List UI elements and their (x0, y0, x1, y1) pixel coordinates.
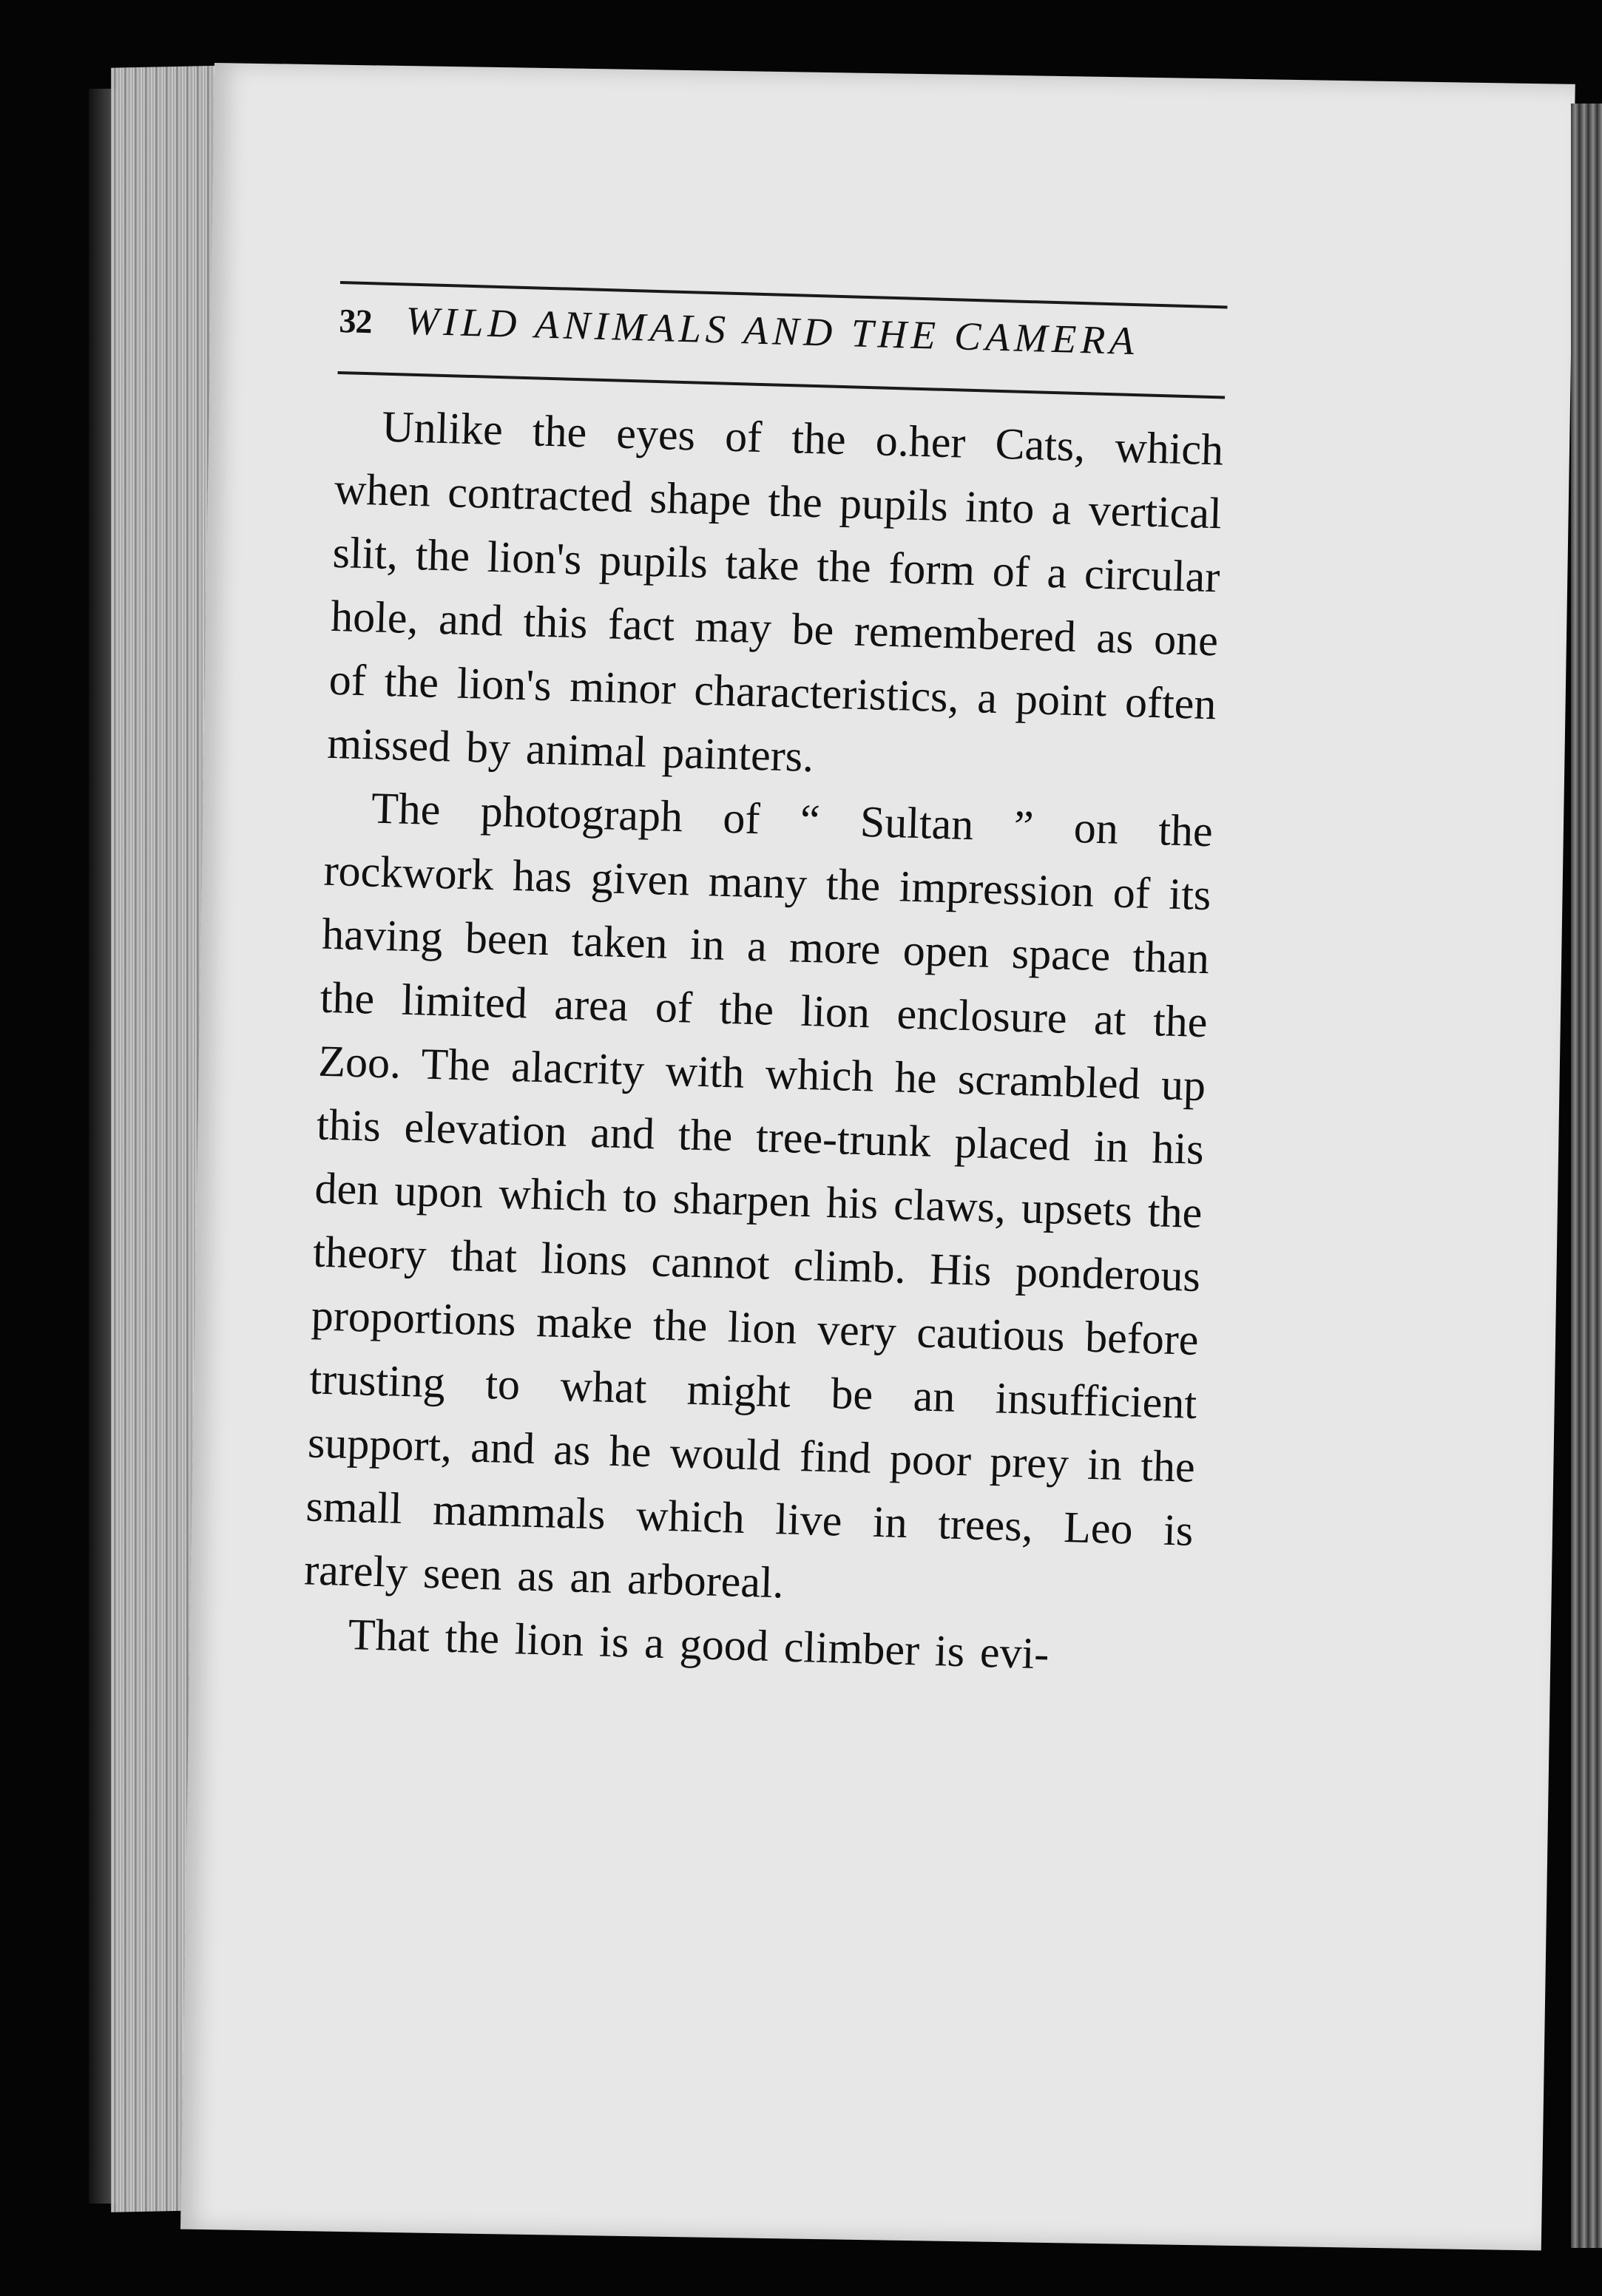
page-number: 32 (338, 301, 373, 341)
running-head: WILD ANIMALS AND THE CAMERA (405, 298, 1139, 364)
paragraph-2: The photograph of “ Sultan ” on the rockwork has given many the impression of its having been taken in a more open space than the limited area of the lion enclosure at the Zoo. The alacrity with which he scrambled up this elevation and the tree-trunk placed in his den upon which to sharpen his claws, upsets the theory that lions cannot climb. His ponderous proportions make the lion very cautious before trusting to what might be an insufficient support, and as he would find poor prey in the small mammals which live in trees, Leo is rarely seen as an arboreal. (303, 783, 1214, 1608)
paragraph-3: That the lion is a good climber is evi- (347, 1610, 1050, 1679)
body-text (302, 393, 1225, 1690)
paragraph-1: Unlike the eyes of the o.her Cats, which when contracted shape the pupils into a vertical slit, the lion's pupils take the form of a circular hole, and this fact may be remembered as one of the lion's minor characteristics, a point often missed by animal painters. (326, 402, 1225, 782)
text-block (302, 281, 1435, 1696)
right-page-edge (1571, 104, 1602, 2248)
